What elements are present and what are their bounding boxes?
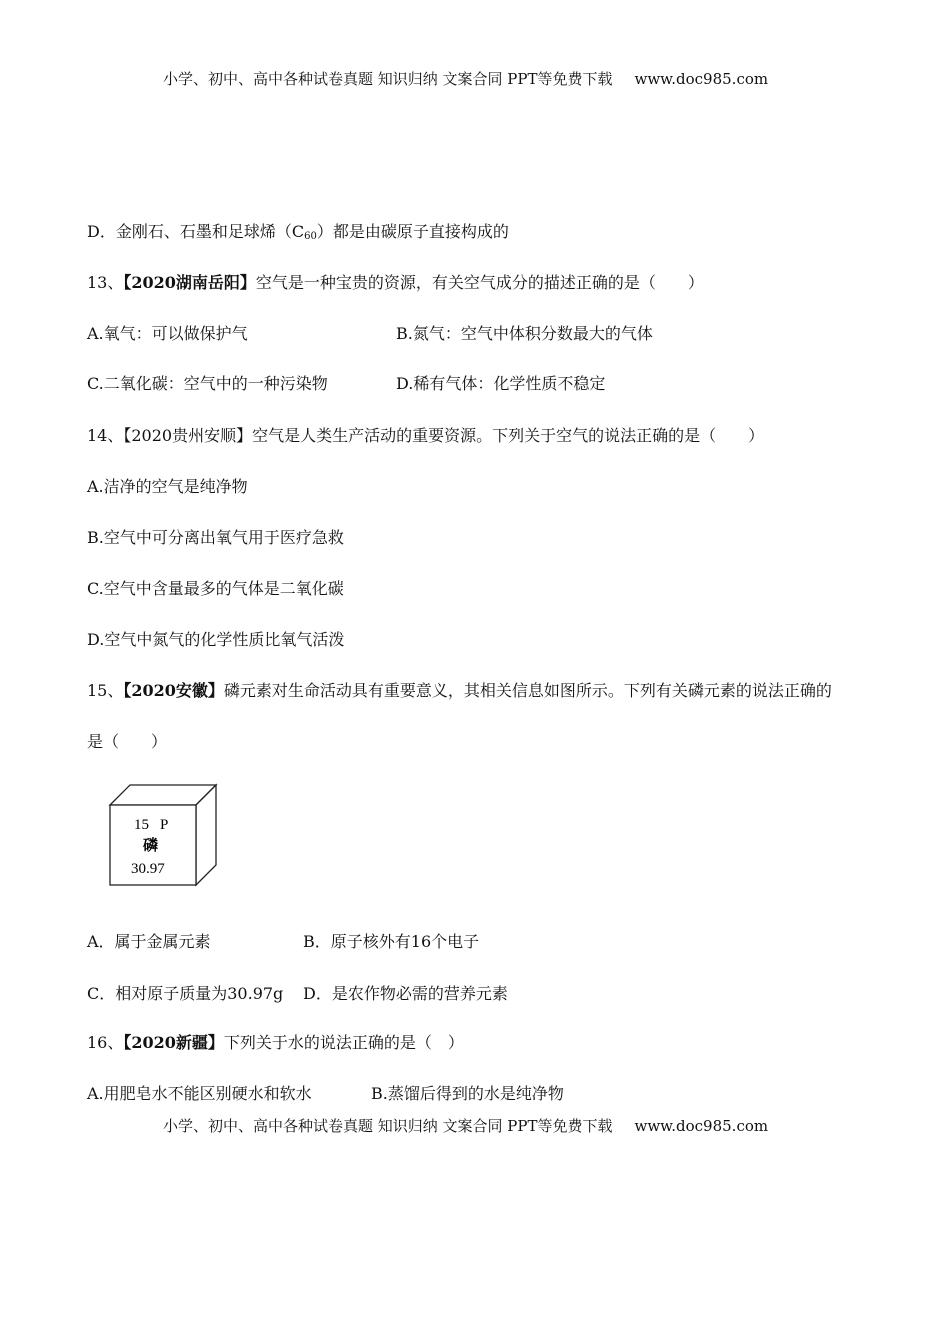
q14-option-c: C.空气中含量最多的气体是二氧化碳 bbox=[87, 579, 344, 598]
q15-stem bbox=[87, 680, 832, 702]
q12-option-d-text-end: ）都是由碳原子直接构成的 bbox=[316, 222, 509, 241]
element-atomic-number: 15 bbox=[134, 817, 149, 833]
q12-option-d bbox=[87, 221, 509, 248]
q13-stem-text: 空气是一种宝贵的资源，有关空气成分的描述正确的是（ ） bbox=[255, 273, 704, 292]
q14-option-d: D.空气中氮气的化学性质比氧气活泼 bbox=[87, 630, 345, 649]
footer-text: 小学、初中、高中各种试卷真题 知识归纳 文案合同 PPT等免费下载 bbox=[163, 1117, 613, 1135]
q15-option-b: B．原子核外有16个电子 bbox=[303, 932, 480, 951]
q13-option-b: B.氮气：空气中体积分数最大的气体 bbox=[396, 324, 653, 343]
q16-stem bbox=[87, 1032, 464, 1054]
q14-stem-text: 空气是人类生产活动的重要资源。下列关于空气的说法正确的是（ ） bbox=[252, 426, 765, 445]
page-header bbox=[163, 69, 768, 89]
q16-source: 【2020新疆】 bbox=[123, 1033, 224, 1052]
q15-stem-text: 磷元素对生命活动具有重要意义，其相关信息如图所示。下列有关磷元素的说法正确的 bbox=[223, 681, 832, 700]
q13-stem bbox=[87, 272, 704, 294]
header-url: www.doc985.com bbox=[634, 70, 769, 88]
q15-stem-continued: 是（ ） bbox=[87, 732, 168, 751]
q15-number: 15、 bbox=[87, 681, 124, 700]
q13-option-d: D.稀有气体：化学性质不稳定 bbox=[396, 374, 606, 393]
phosphorus-element-figure bbox=[108, 783, 218, 887]
q14-number: 14、 bbox=[87, 426, 124, 445]
element-name: 磷 bbox=[143, 836, 159, 854]
page-footer bbox=[163, 1116, 768, 1136]
q15-source: 【2020安徽】 bbox=[123, 681, 224, 700]
q12-option-d-text: D．金刚石、石墨和足球烯（C bbox=[87, 222, 305, 241]
q16-option-b: B.蒸馏后得到的水是纯净物 bbox=[371, 1084, 564, 1103]
q13-number: 13、 bbox=[87, 273, 124, 292]
element-symbol: P bbox=[160, 817, 169, 833]
q14-stem bbox=[87, 425, 764, 447]
q14-source: 【2020贵州安顺】 bbox=[123, 426, 253, 445]
q15-option-d: D．是农作物必需的营养元素 bbox=[303, 984, 508, 1003]
footer-url: www.doc985.com bbox=[634, 1117, 769, 1135]
q13-option-a: A.氧气：可以做保护气 bbox=[87, 324, 248, 343]
q15-option-c: C．相对原子质量为30.97g bbox=[87, 984, 284, 1003]
q12-option-d-subscript: 60 bbox=[304, 231, 317, 242]
q15-option-a: A．属于金属元素 bbox=[87, 932, 211, 951]
q13-source: 【2020湖南岳阳】 bbox=[123, 273, 256, 292]
q13-option-c: C.二氧化碳：空气中的一种污染物 bbox=[87, 374, 328, 393]
q16-stem-text: 下列关于水的说法正确的是（ ） bbox=[223, 1033, 464, 1052]
element-atomic-mass: 30.97 bbox=[131, 861, 165, 877]
q14-option-b: B.空气中可分离出氧气用于医疗急救 bbox=[87, 528, 344, 547]
q16-option-a: A.用肥皂水不能区别硬水和软水 bbox=[87, 1084, 312, 1103]
header-text: 小学、初中、高中各种试卷真题 知识归纳 文案合同 PPT等免费下载 bbox=[163, 70, 613, 88]
q16-number: 16、 bbox=[87, 1033, 124, 1052]
q14-option-a: A.洁净的空气是纯净物 bbox=[87, 477, 248, 496]
